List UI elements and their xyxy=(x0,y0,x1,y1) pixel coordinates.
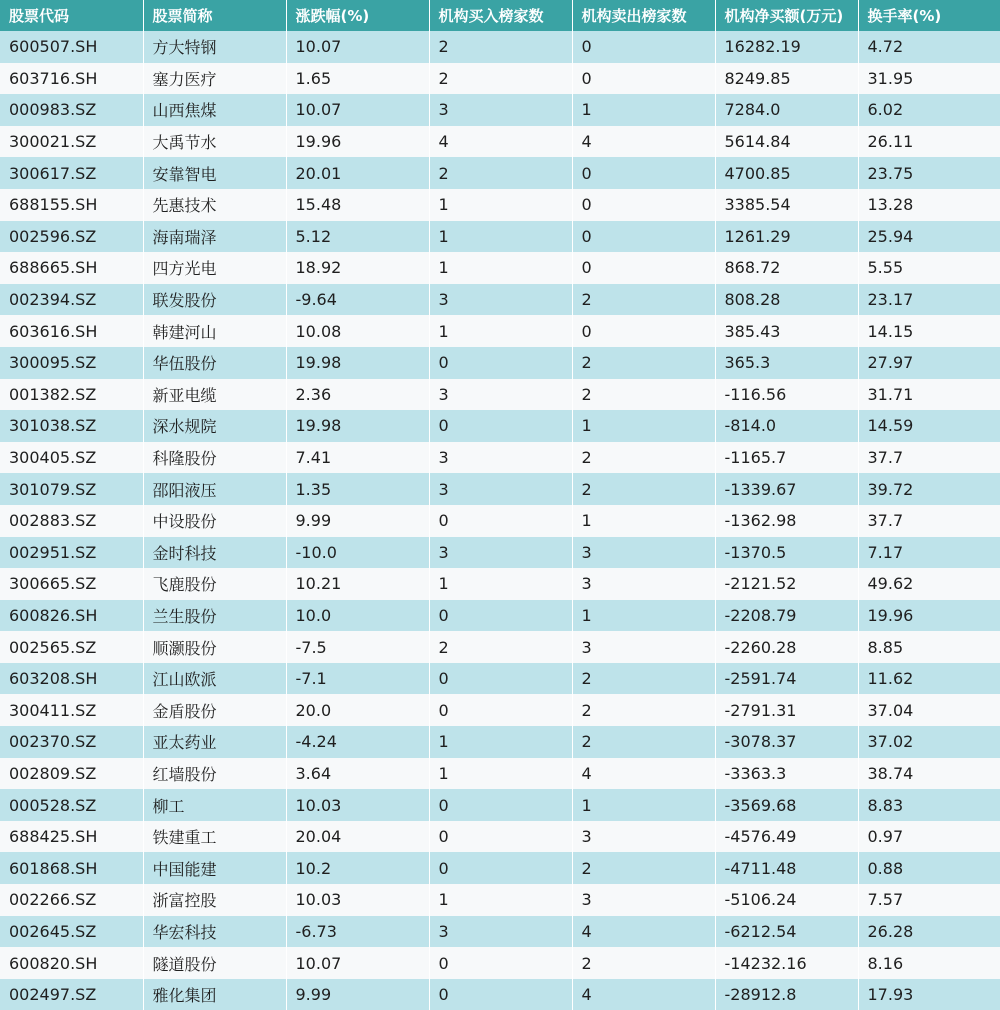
stock-code-cell: 002266.SZ xyxy=(0,884,143,916)
net-buy-cell: -2260.28 xyxy=(715,631,858,663)
table-row xyxy=(0,537,1000,569)
change-pct-cell: -10.0 xyxy=(286,537,429,569)
stock-code-cell: 603716.SH xyxy=(0,63,143,95)
turnover-cell: 37.04 xyxy=(858,694,1000,726)
stock-code-cell: 001382.SZ xyxy=(0,379,143,411)
turnover-cell: 19.96 xyxy=(858,600,1000,632)
table-row xyxy=(0,315,1000,347)
turnover-cell: 26.28 xyxy=(858,916,1000,948)
stock-name-cell: 铁建重工 xyxy=(143,821,286,853)
buy-count-cell: 3 xyxy=(429,916,572,948)
change-pct-cell: 7.41 xyxy=(286,442,429,474)
net-buy-cell: -3078.37 xyxy=(715,726,858,758)
stock-code-cell: 002596.SZ xyxy=(0,221,143,253)
buy-count-cell: 3 xyxy=(429,473,572,505)
buy-count-cell: 4 xyxy=(429,126,572,158)
net-buy-cell: 1261.29 xyxy=(715,221,858,253)
stock-name-cell: 科隆股份 xyxy=(143,442,286,474)
net-buy-cell: -1339.67 xyxy=(715,473,858,505)
sell-count-cell: 0 xyxy=(572,221,715,253)
turnover-cell: 8.16 xyxy=(858,947,1000,979)
stock-code-cell: 002883.SZ xyxy=(0,505,143,537)
stock-name-cell: 顺灏股份 xyxy=(143,631,286,663)
buy-count-cell: 0 xyxy=(429,947,572,979)
stock-name-cell: 江山欧派 xyxy=(143,663,286,695)
table-row xyxy=(0,726,1000,758)
sell-count-cell: 4 xyxy=(572,126,715,158)
buy-count-cell: 0 xyxy=(429,789,572,821)
stock-code-cell: 300617.SZ xyxy=(0,157,143,189)
sell-count-cell: 4 xyxy=(572,758,715,790)
net-buy-cell: -2791.31 xyxy=(715,694,858,726)
turnover-cell: 37.02 xyxy=(858,726,1000,758)
stock-code-cell: 601868.SH xyxy=(0,852,143,884)
table-row xyxy=(0,758,1000,790)
buy-count-cell: 1 xyxy=(429,568,572,600)
table-row xyxy=(0,979,1000,1010)
net-buy-cell: 4700.85 xyxy=(715,157,858,189)
table-row xyxy=(0,284,1000,316)
net-buy-cell: -4711.48 xyxy=(715,852,858,884)
net-buy-cell: -5106.24 xyxy=(715,884,858,916)
change-pct-cell: 3.64 xyxy=(286,758,429,790)
turnover-cell: 7.57 xyxy=(858,884,1000,916)
stock-code-cell: 600820.SH xyxy=(0,947,143,979)
turnover-cell: 23.17 xyxy=(858,284,1000,316)
stock-code-cell: 300095.SZ xyxy=(0,347,143,379)
stock-code-cell: 300411.SZ xyxy=(0,694,143,726)
change-pct-cell: 18.92 xyxy=(286,252,429,284)
buy-count-cell: 1 xyxy=(429,315,572,347)
table-row xyxy=(0,94,1000,126)
stock-code-cell: 002370.SZ xyxy=(0,726,143,758)
net-buy-cell: -2208.79 xyxy=(715,600,858,632)
buy-count-cell: 1 xyxy=(429,758,572,790)
net-buy-cell: -3363.3 xyxy=(715,758,858,790)
table-row xyxy=(0,821,1000,853)
net-buy-cell: 808.28 xyxy=(715,284,858,316)
buy-count-cell: 2 xyxy=(429,631,572,663)
buy-count-cell: 3 xyxy=(429,442,572,474)
table-row xyxy=(0,884,1000,916)
table-row xyxy=(0,505,1000,537)
change-pct-cell: 10.0 xyxy=(286,600,429,632)
change-pct-cell: 10.07 xyxy=(286,94,429,126)
buy-count-cell: 0 xyxy=(429,694,572,726)
stock-code-cell: 688665.SH xyxy=(0,252,143,284)
change-pct-cell: 20.0 xyxy=(286,694,429,726)
change-pct-cell: 10.07 xyxy=(286,947,429,979)
buy-count-cell: 0 xyxy=(429,600,572,632)
net-buy-cell: -14232.16 xyxy=(715,947,858,979)
stock-name-cell: 中国能建 xyxy=(143,852,286,884)
buy-count-cell: 0 xyxy=(429,979,572,1010)
turnover-cell: 8.85 xyxy=(858,631,1000,663)
stock-name-cell: 华伍股份 xyxy=(143,347,286,379)
sell-count-cell: 4 xyxy=(572,979,715,1010)
stock-name-cell: 韩建河山 xyxy=(143,315,286,347)
column-sell-count-header: 机构卖出榜家数 xyxy=(572,0,715,31)
sell-count-cell: 2 xyxy=(572,663,715,695)
stock-name-cell: 隧道股份 xyxy=(143,947,286,979)
sell-count-cell: 2 xyxy=(572,442,715,474)
stock-code-cell: 002497.SZ xyxy=(0,979,143,1010)
stock-name-cell: 新亚电缆 xyxy=(143,379,286,411)
buy-count-cell: 0 xyxy=(429,821,572,853)
net-buy-cell: -1362.98 xyxy=(715,505,858,537)
stock-name-cell: 安靠智电 xyxy=(143,157,286,189)
net-buy-cell: -4576.49 xyxy=(715,821,858,853)
turnover-cell: 25.94 xyxy=(858,221,1000,253)
stock-name-cell: 先惠技术 xyxy=(143,189,286,221)
stock-name-cell: 中设股份 xyxy=(143,505,286,537)
table-row xyxy=(0,157,1000,189)
change-pct-cell: 19.96 xyxy=(286,126,429,158)
stock-code-cell: 002394.SZ xyxy=(0,284,143,316)
net-buy-cell: 365.3 xyxy=(715,347,858,379)
buy-count-cell: 3 xyxy=(429,284,572,316)
table-row xyxy=(0,189,1000,221)
sell-count-cell: 0 xyxy=(572,315,715,347)
turnover-cell: 7.17 xyxy=(858,537,1000,569)
stock-name-cell: 飞鹿股份 xyxy=(143,568,286,600)
sell-count-cell: 2 xyxy=(572,852,715,884)
net-buy-cell: -814.0 xyxy=(715,410,858,442)
stock-code-cell: 688425.SH xyxy=(0,821,143,853)
turnover-cell: 5.55 xyxy=(858,252,1000,284)
change-pct-cell: 10.03 xyxy=(286,789,429,821)
net-buy-cell: -2121.52 xyxy=(715,568,858,600)
turnover-cell: 0.88 xyxy=(858,852,1000,884)
table-row xyxy=(0,347,1000,379)
net-buy-cell: 3385.54 xyxy=(715,189,858,221)
stock-code-cell: 002809.SZ xyxy=(0,758,143,790)
turnover-cell: 31.71 xyxy=(858,379,1000,411)
stock-name-cell: 华宏科技 xyxy=(143,916,286,948)
table-header xyxy=(0,0,1000,31)
header-row xyxy=(0,0,1000,31)
stock-name-cell: 大禹节水 xyxy=(143,126,286,158)
buy-count-cell: 1 xyxy=(429,884,572,916)
turnover-cell: 31.95 xyxy=(858,63,1000,95)
change-pct-cell: 10.08 xyxy=(286,315,429,347)
table-row xyxy=(0,63,1000,95)
stock-code-cell: 301079.SZ xyxy=(0,473,143,505)
turnover-cell: 14.15 xyxy=(858,315,1000,347)
stock-code-cell: 603616.SH xyxy=(0,315,143,347)
net-buy-cell: 8249.85 xyxy=(715,63,858,95)
stock-code-cell: 002565.SZ xyxy=(0,631,143,663)
table-row xyxy=(0,252,1000,284)
sell-count-cell: 1 xyxy=(572,505,715,537)
turnover-cell: 17.93 xyxy=(858,979,1000,1010)
buy-count-cell: 2 xyxy=(429,157,572,189)
turnover-cell: 6.02 xyxy=(858,94,1000,126)
change-pct-cell: 9.99 xyxy=(286,979,429,1010)
sell-count-cell: 1 xyxy=(572,410,715,442)
net-buy-cell: -1165.7 xyxy=(715,442,858,474)
table-row xyxy=(0,410,1000,442)
turnover-cell: 4.72 xyxy=(858,31,1000,63)
sell-count-cell: 0 xyxy=(572,252,715,284)
change-pct-cell: 1.35 xyxy=(286,473,429,505)
change-pct-cell: 10.03 xyxy=(286,884,429,916)
buy-count-cell: 1 xyxy=(429,189,572,221)
sell-count-cell: 3 xyxy=(572,537,715,569)
sell-count-cell: 3 xyxy=(572,568,715,600)
buy-count-cell: 2 xyxy=(429,63,572,95)
stock-name-cell: 海南瑞泽 xyxy=(143,221,286,253)
table-row xyxy=(0,221,1000,253)
sell-count-cell: 2 xyxy=(572,726,715,758)
net-buy-cell: 868.72 xyxy=(715,252,858,284)
sell-count-cell: 0 xyxy=(572,157,715,189)
turnover-cell: 8.83 xyxy=(858,789,1000,821)
buy-count-cell: 2 xyxy=(429,31,572,63)
change-pct-cell: 20.04 xyxy=(286,821,429,853)
net-buy-cell: 5614.84 xyxy=(715,126,858,158)
column-stock-code-header: 股票代码 xyxy=(0,0,143,31)
change-pct-cell: 19.98 xyxy=(286,410,429,442)
change-pct-cell: 10.07 xyxy=(286,31,429,63)
table-row xyxy=(0,663,1000,695)
net-buy-cell: 385.43 xyxy=(715,315,858,347)
sell-count-cell: 2 xyxy=(572,694,715,726)
net-buy-cell: -28912.8 xyxy=(715,979,858,1010)
net-buy-cell: -3569.68 xyxy=(715,789,858,821)
stock-code-cell: 300665.SZ xyxy=(0,568,143,600)
table-row xyxy=(0,126,1000,158)
buy-count-cell: 0 xyxy=(429,410,572,442)
change-pct-cell: -9.64 xyxy=(286,284,429,316)
change-pct-cell: 10.21 xyxy=(286,568,429,600)
change-pct-cell: -4.24 xyxy=(286,726,429,758)
stock-name-cell: 亚太药业 xyxy=(143,726,286,758)
stock-name-cell: 深水规院 xyxy=(143,410,286,442)
table-row xyxy=(0,694,1000,726)
sell-count-cell: 0 xyxy=(572,31,715,63)
net-buy-cell: 7284.0 xyxy=(715,94,858,126)
turnover-cell: 0.97 xyxy=(858,821,1000,853)
stock-code-cell: 300021.SZ xyxy=(0,126,143,158)
sell-count-cell: 1 xyxy=(572,789,715,821)
stock-code-cell: 000983.SZ xyxy=(0,94,143,126)
net-buy-cell: -2591.74 xyxy=(715,663,858,695)
table-row xyxy=(0,852,1000,884)
buy-count-cell: 3 xyxy=(429,379,572,411)
sell-count-cell: 3 xyxy=(572,884,715,916)
turnover-cell: 37.7 xyxy=(858,442,1000,474)
change-pct-cell: 19.98 xyxy=(286,347,429,379)
stock-code-cell: 301038.SZ xyxy=(0,410,143,442)
column-net-buy-header: 机构净买额(万元) xyxy=(715,0,858,31)
change-pct-cell: 2.36 xyxy=(286,379,429,411)
turnover-cell: 38.74 xyxy=(858,758,1000,790)
stock-name-cell: 红墙股份 xyxy=(143,758,286,790)
stock-name-cell: 山西焦煤 xyxy=(143,94,286,126)
buy-count-cell: 0 xyxy=(429,663,572,695)
stock-name-cell: 方大特钢 xyxy=(143,31,286,63)
buy-count-cell: 0 xyxy=(429,347,572,379)
sell-count-cell: 0 xyxy=(572,63,715,95)
stock-name-cell: 金盾股份 xyxy=(143,694,286,726)
sell-count-cell: 2 xyxy=(572,379,715,411)
stock-name-cell: 联发股份 xyxy=(143,284,286,316)
stock-code-cell: 600826.SH xyxy=(0,600,143,632)
change-pct-cell: -7.1 xyxy=(286,663,429,695)
column-buy-count-header: 机构买入榜家数 xyxy=(429,0,572,31)
turnover-cell: 39.72 xyxy=(858,473,1000,505)
sell-count-cell: 0 xyxy=(572,189,715,221)
stock-name-cell: 金时科技 xyxy=(143,537,286,569)
table-row xyxy=(0,473,1000,505)
buy-count-cell: 1 xyxy=(429,726,572,758)
turnover-cell: 27.97 xyxy=(858,347,1000,379)
buy-count-cell: 1 xyxy=(429,221,572,253)
turnover-cell: 14.59 xyxy=(858,410,1000,442)
turnover-cell: 26.11 xyxy=(858,126,1000,158)
change-pct-cell: 10.2 xyxy=(286,852,429,884)
turnover-cell: 23.75 xyxy=(858,157,1000,189)
sell-count-cell: 2 xyxy=(572,284,715,316)
turnover-cell: 37.7 xyxy=(858,505,1000,537)
table-row xyxy=(0,631,1000,663)
buy-count-cell: 3 xyxy=(429,94,572,126)
change-pct-cell: 15.48 xyxy=(286,189,429,221)
stock-code-cell: 002951.SZ xyxy=(0,537,143,569)
stock-name-cell: 柳工 xyxy=(143,789,286,821)
buy-count-cell: 0 xyxy=(429,505,572,537)
change-pct-cell: 5.12 xyxy=(286,221,429,253)
stock-name-cell: 浙富控股 xyxy=(143,884,286,916)
table-row xyxy=(0,947,1000,979)
stock-code-cell: 000528.SZ xyxy=(0,789,143,821)
table-row xyxy=(0,789,1000,821)
stock-name-cell: 兰生股份 xyxy=(143,600,286,632)
stock-code-cell: 300405.SZ xyxy=(0,442,143,474)
change-pct-cell: -7.5 xyxy=(286,631,429,663)
table-row xyxy=(0,568,1000,600)
sell-count-cell: 1 xyxy=(572,94,715,126)
table-row xyxy=(0,916,1000,948)
sell-count-cell: 2 xyxy=(572,473,715,505)
turnover-cell: 11.62 xyxy=(858,663,1000,695)
sell-count-cell: 3 xyxy=(572,821,715,853)
net-buy-cell: 16282.19 xyxy=(715,31,858,63)
stock-code-cell: 603208.SH xyxy=(0,663,143,695)
change-pct-cell: 9.99 xyxy=(286,505,429,537)
column-stock-name-header: 股票简称 xyxy=(143,0,286,31)
stock-code-cell: 002645.SZ xyxy=(0,916,143,948)
net-buy-cell: -116.56 xyxy=(715,379,858,411)
turnover-cell: 49.62 xyxy=(858,568,1000,600)
buy-count-cell: 3 xyxy=(429,537,572,569)
sell-count-cell: 2 xyxy=(572,947,715,979)
net-buy-cell: -6212.54 xyxy=(715,916,858,948)
change-pct-cell: 1.65 xyxy=(286,63,429,95)
stock-name-cell: 四方光电 xyxy=(143,252,286,284)
sell-count-cell: 1 xyxy=(572,600,715,632)
buy-count-cell: 1 xyxy=(429,252,572,284)
table-row xyxy=(0,600,1000,632)
net-buy-cell: -1370.5 xyxy=(715,537,858,569)
sell-count-cell: 3 xyxy=(572,631,715,663)
table-row xyxy=(0,379,1000,411)
turnover-cell: 13.28 xyxy=(858,189,1000,221)
column-change-pct-header: 涨跌幅(%) xyxy=(286,0,429,31)
table-row xyxy=(0,31,1000,63)
buy-count-cell: 0 xyxy=(429,852,572,884)
stock-code-cell: 600507.SH xyxy=(0,31,143,63)
change-pct-cell: -6.73 xyxy=(286,916,429,948)
stock-name-cell: 塞力医疗 xyxy=(143,63,286,95)
column-turnover-header: 换手率(%) xyxy=(858,0,1000,31)
stock-name-cell: 邵阳液压 xyxy=(143,473,286,505)
stock-code-cell: 688155.SH xyxy=(0,189,143,221)
sell-count-cell: 4 xyxy=(572,916,715,948)
table-row xyxy=(0,442,1000,474)
change-pct-cell: 20.01 xyxy=(286,157,429,189)
sell-count-cell: 2 xyxy=(572,347,715,379)
stock-name-cell: 雅化集团 xyxy=(143,979,286,1010)
table-body xyxy=(0,31,1000,1010)
